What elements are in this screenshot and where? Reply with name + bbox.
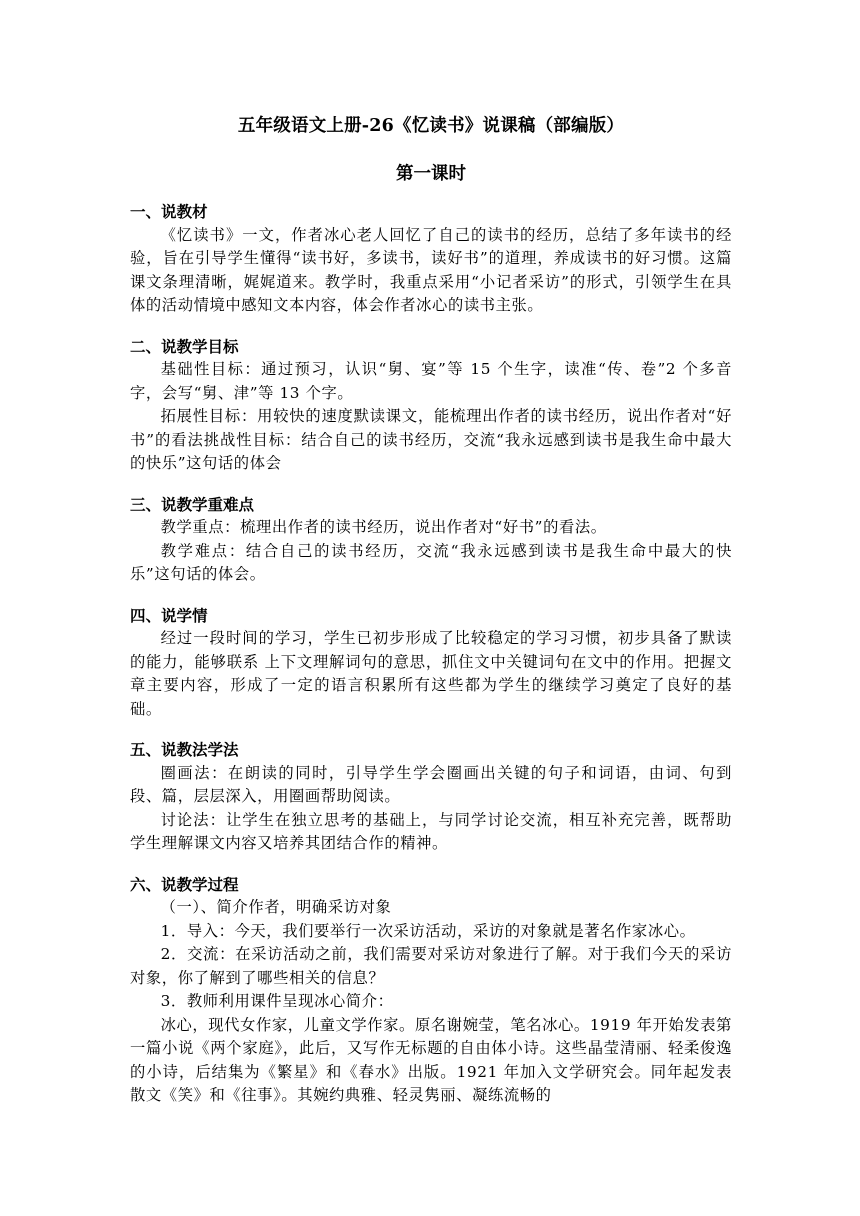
section-heading: 四、说学情 [130,605,208,625]
document-page [130,112,732,1125]
document-subtitle: 第一课时 [396,164,466,184]
section-key-points [130,493,732,587]
paragraph: 《忆读书》一文，作者冰心老人回忆了自己的读书的经历，总结了多年读书的经验，旨在引导学生懂得“读书好，多读书，读好书”的道理，养成读书的好习惯。这篇课文条理清晰，娓娓道来。教学时，我重点采用“小记者采访”的形式，引领学生在具体的活动情境中感知文本内容，体会作者冰心的读书主张。 [130,225,732,314]
section-heading: 二、说教学目标 [130,336,239,356]
section-teaching-process [130,873,732,1108]
section-heading: 一、说教材 [130,202,208,221]
paragraph: 教学重点：梳理出作者的读书经历，说出作者对“好书”的看法。 [160,518,607,536]
paragraph: 讨论法：让学生在独立思考的基础上，与同学讨论交流，相互补充完善，既帮助学生理解课文内容又培养其团结合作的精神。 [130,810,732,852]
paragraph: 教学难点：结合自己的读书经历，交流“我永远感到读书是我生命中最大的快乐”这句话的体会。 [130,541,732,583]
paragraph: 3．教师利用课件呈现冰心简介： [160,992,394,1010]
section-methods [130,738,732,856]
section-heading: 五、说教法学法 [130,740,239,759]
paragraph: 基础性目标：通过预习，认识“舅、宴”等 15 个生字，读准“传、卷”2 个多音字，会写“舅、津”等 13 个字。 [130,360,732,402]
paragraph: （一）、简介作者，明确采访对象 [160,898,392,916]
paragraph: 1．导入：今天，我们要举行一次采访活动，采访的对象就是著名作家冰心。 [160,921,696,940]
paragraph: 冰心，现代女作家，儿童文学作家。原名谢婉莹，笔名冰心。1919 年开始发表第一篇小说《两个家庭》，此后，又写作无标题的自由体小诗。这些晶莹清丽、轻柔俊逸的小诗，后结集为《繁星》和《春水》出版。1921 年加入文学研究会。同年起发表散文《笑》和《往事》。其婉约典雅、轻灵隽丽、凝练流畅的 [130,1015,732,1104]
paragraph: 2．交流：在采访活动之前，我们需要对采访对象进行了解。对于我们今天的采访对象，你了解到了哪些相关的信息？ [130,945,732,987]
section-textbook [130,200,732,318]
section-heading: 六、说教学过程 [130,874,239,894]
paragraph: 圈画法：在朗读的同时，引导学生学会圈画出关键的句子和词语，由词、句到段、篇，层层深入，用圈画帮助阅读。 [130,763,732,805]
section-heading: 三、说教学重难点 [130,494,255,514]
paragraph: 拓展性目标：用较快的速度默读课文，能梳理出作者的读书经历，说出作者对“好书”的看法挑战性目标：结合自己的读书经历，交流“我永远感到读书是我生命中最大的快乐”这句话的体会 [130,407,732,472]
section-student-analysis [130,604,732,722]
paragraph: 经过一段时间的学习，学生已初步形成了比较稳定的学习习惯，初步具备了默读的能力，能够联系 上下文理解词句的意思，抓住文中关键词句在文中的作用。把握文章主要内容，形成了一定的语言积累所有这些都为学生的继续学习奠定了良好的基础。 [130,629,732,718]
section-teaching-goals [130,335,732,476]
document-title: 五年级语文上册-26《忆读书》说课稿（部编版） [237,116,625,136]
